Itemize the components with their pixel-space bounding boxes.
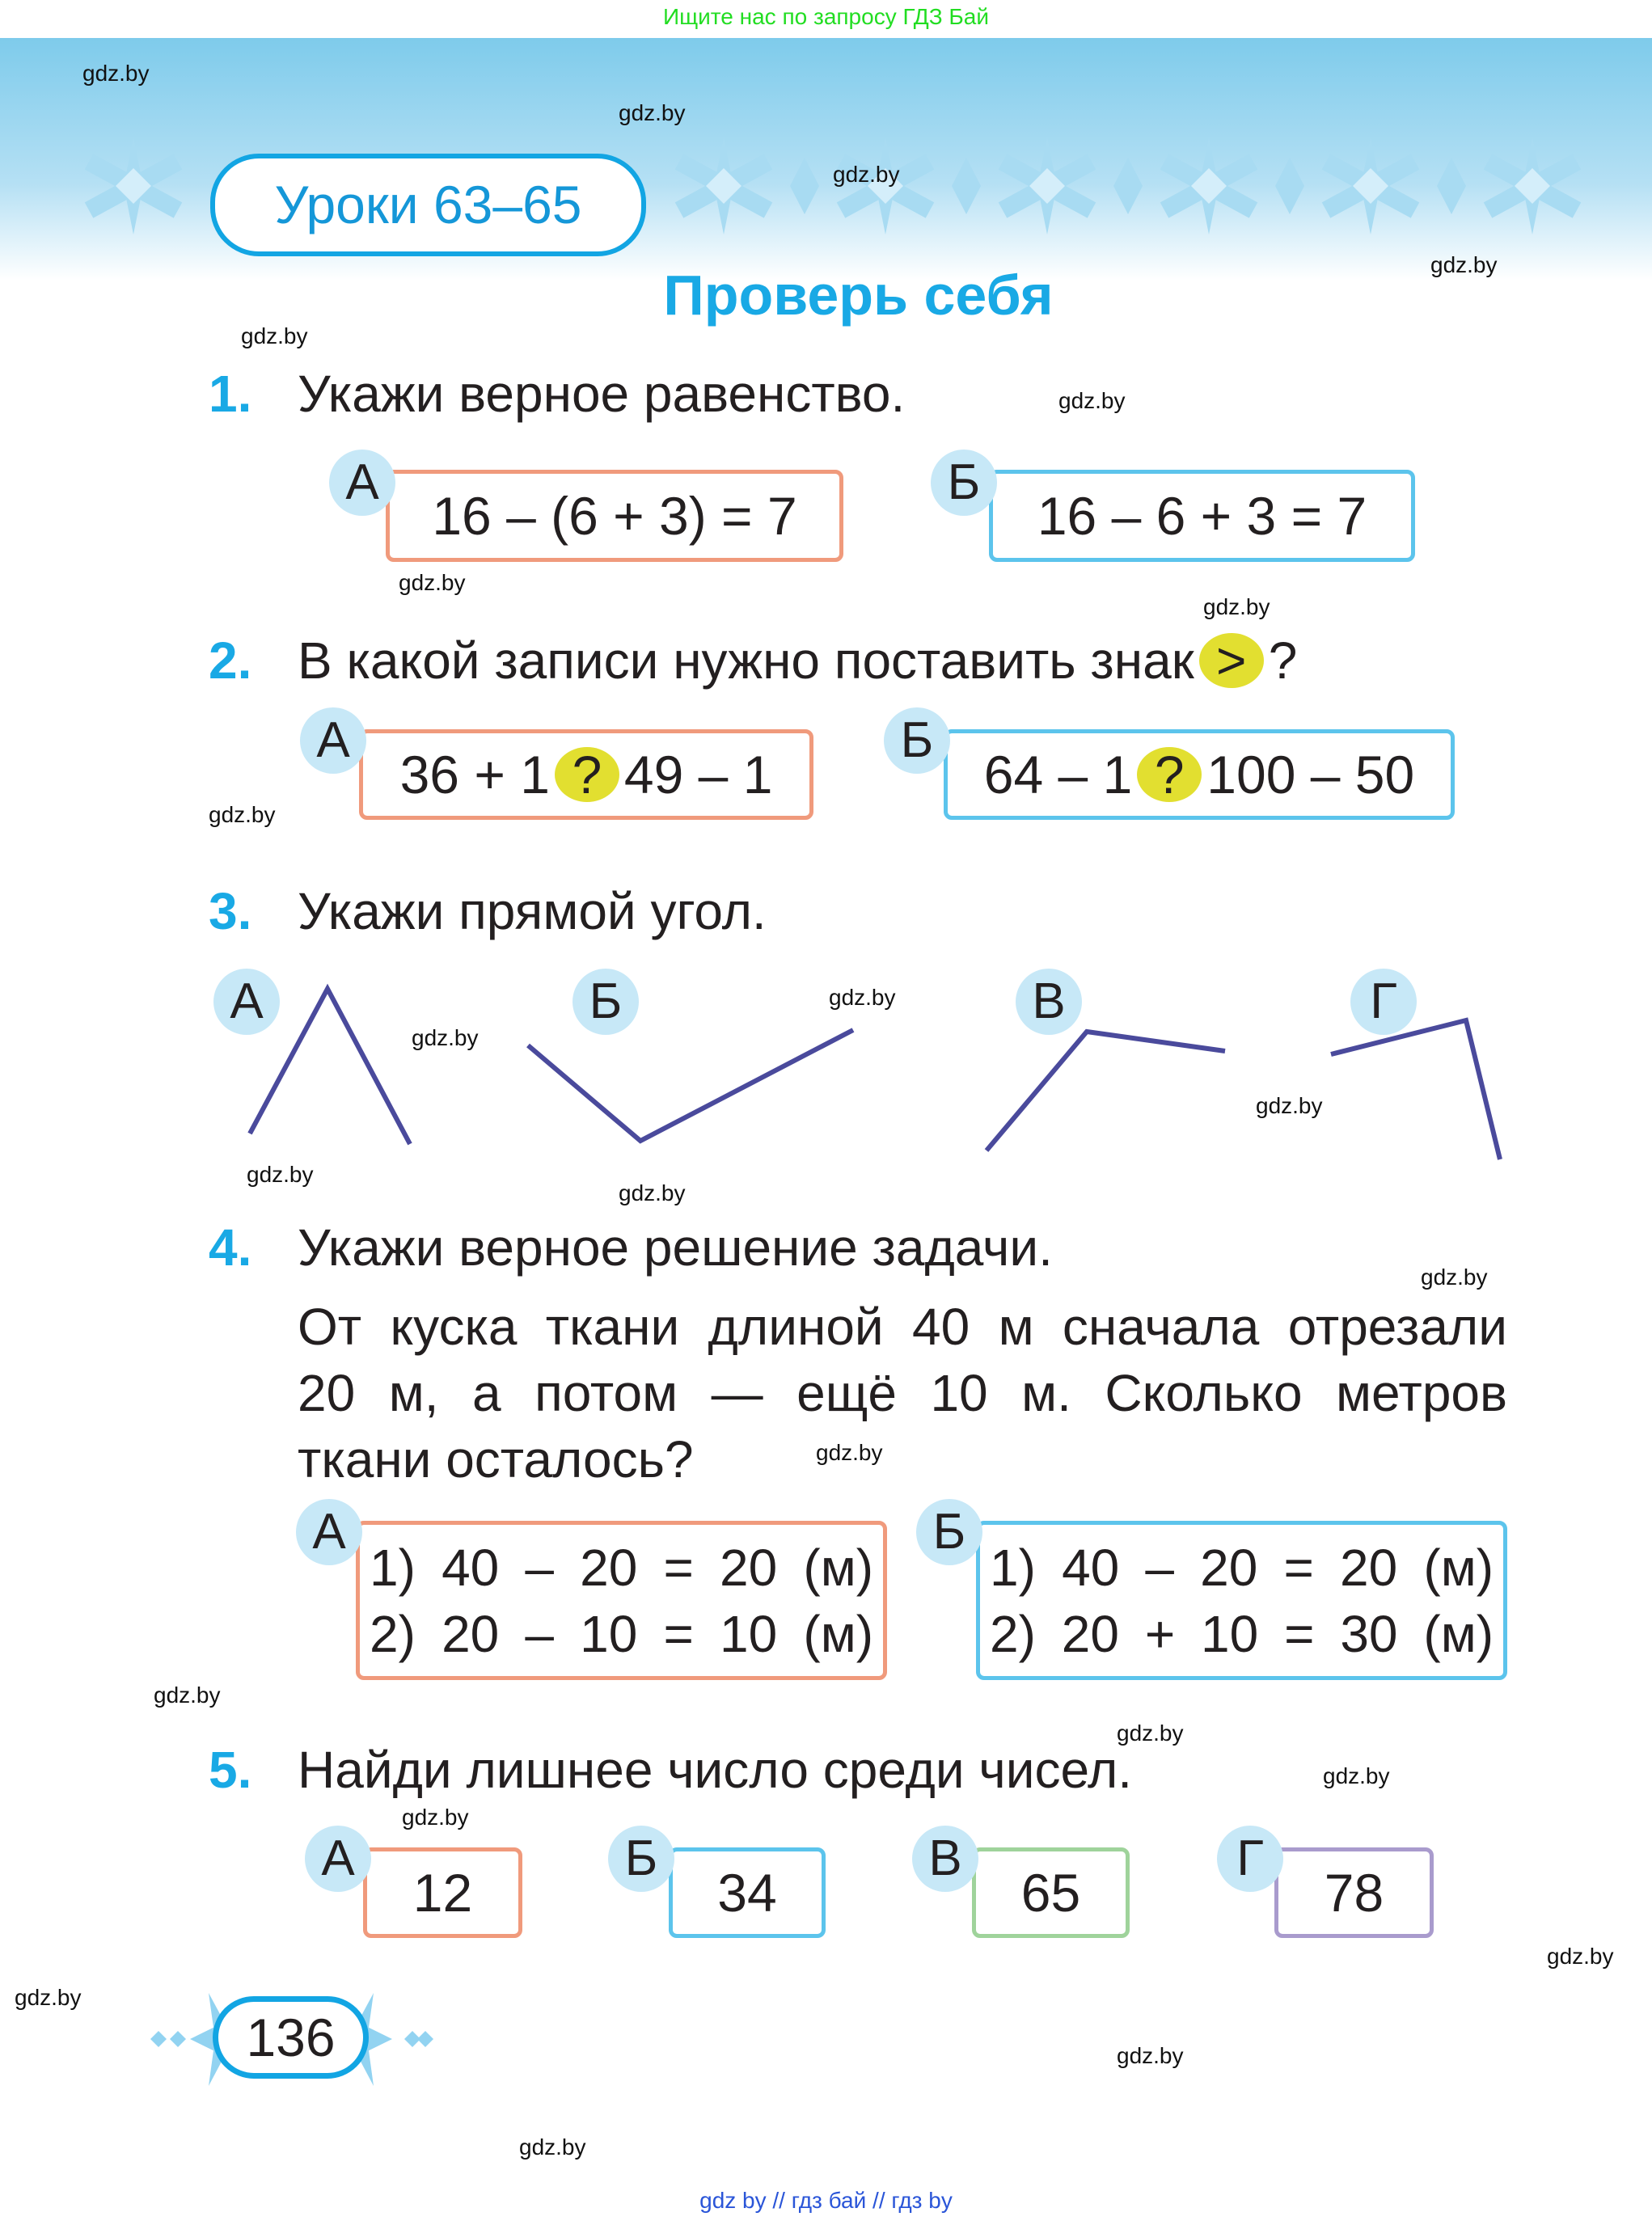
solution-step: 2) 20 – 10 = 10 (м) xyxy=(370,1604,873,1663)
watermark: gdz.by xyxy=(619,1180,686,1205)
watermark: gdz.by xyxy=(402,1805,469,1830)
task-5-option-a[interactable]: 12 xyxy=(363,1847,522,1938)
task-5-option-b[interactable]: 34 xyxy=(669,1847,826,1938)
task-2-option-a[interactable] xyxy=(359,729,813,820)
watermark: gdz.by xyxy=(82,61,150,86)
watermark: gdz.by xyxy=(154,1682,221,1708)
task-1-text: Укажи верное равенство. xyxy=(298,365,906,423)
option-letter: А xyxy=(305,1826,371,1892)
task-4-number: 4. xyxy=(209,1218,252,1277)
expr-right: 100 – 50 xyxy=(1206,745,1415,804)
angle-g xyxy=(1331,1020,1500,1159)
option-letter: А xyxy=(296,1499,362,1565)
watermark: gdz.by xyxy=(209,802,276,827)
task-2-question: В какой записи нужно поставить знак xyxy=(298,631,1194,690)
option-letter: Б xyxy=(608,1826,674,1892)
task-5-option-v[interactable]: 65 xyxy=(972,1847,1130,1938)
angle-b-letter[interactable]: Б xyxy=(572,969,639,1035)
watermark: gdz.by xyxy=(833,162,900,187)
solution-step: 1) 40 – 20 = 20 (м) xyxy=(990,1538,1494,1597)
watermark: gdz.by xyxy=(399,570,466,595)
task-5-option-g[interactable]: 78 xyxy=(1274,1847,1434,1938)
angle-a-letter[interactable]: А xyxy=(213,969,280,1035)
task-4-option-b[interactable] xyxy=(976,1521,1507,1680)
watermark: gdz.by xyxy=(1430,252,1498,277)
section-title: Проверь себя xyxy=(663,264,1054,327)
option-letter: Г xyxy=(1217,1826,1283,1892)
task-1-option-b[interactable]: 16 – 6 + 3 = 7 xyxy=(989,470,1415,562)
task-2-number: 2. xyxy=(209,631,252,690)
unknown-sign: ? xyxy=(555,747,619,802)
problem-line: ткани осталось? xyxy=(298,1430,694,1488)
task-4-option-a[interactable] xyxy=(356,1521,887,1680)
option-letter: Б xyxy=(931,450,997,516)
task-4-text: Укажи верное решение задачи. xyxy=(298,1218,1053,1277)
watermark: gdz.by xyxy=(1058,388,1126,413)
problem-line: От куска ткани длиной 40 м сначала отрезали xyxy=(298,1298,1507,1356)
task-3-number: 3. xyxy=(209,882,252,940)
option-letter: А xyxy=(300,707,366,774)
watermark: gdz.by xyxy=(619,100,686,125)
watermark: gdz.by xyxy=(1203,594,1270,619)
watermark: gdz.by xyxy=(1256,1093,1323,1118)
watermark: gdz.by xyxy=(816,1440,883,1465)
watermark: gdz.by xyxy=(519,2134,586,2160)
option-letter: А xyxy=(329,450,395,516)
task-1-option-a[interactable]: 16 – (6 + 3) = 7 xyxy=(386,470,843,562)
task-4-problem xyxy=(298,1294,1507,1492)
watermark: gdz.by xyxy=(241,323,308,348)
watermark: gdz.by xyxy=(412,1025,479,1050)
expr-left: 36 + 1 xyxy=(399,745,550,804)
option-letter: В xyxy=(912,1826,978,1892)
page-number: 136 xyxy=(213,1996,369,2079)
expr-left: 64 – 1 xyxy=(983,745,1133,804)
solution-step: 2) 20 + 10 = 30 (м) xyxy=(990,1604,1494,1663)
option-letter: Б xyxy=(884,707,950,774)
footer-links[interactable]: gdz by // гдз бай // гдз by xyxy=(699,2188,953,2213)
expr-right: 49 – 1 xyxy=(623,745,773,804)
watermark: gdz.by xyxy=(1547,1944,1614,1969)
search-banner[interactable]: Ищите нас по запросу ГДЗ Бай xyxy=(0,0,1652,38)
problem-line: 20 м, а потом — ещё 10 м. Сколько метров xyxy=(298,1364,1507,1422)
lesson-label: Уроки 63–65 xyxy=(210,154,646,256)
watermark: gdz.by xyxy=(829,985,896,1010)
task-5-number: 5. xyxy=(209,1741,252,1799)
greater-sign-badge: > xyxy=(1199,633,1264,688)
angle-b xyxy=(528,1030,853,1141)
task-1-number: 1. xyxy=(209,365,252,423)
angle-v-letter[interactable]: В xyxy=(1016,969,1082,1035)
watermark: gdz.by xyxy=(1421,1264,1488,1290)
task-5-text: Найди лишнее число среди чисел. xyxy=(298,1741,1133,1799)
solution-step: 1) 40 – 20 = 20 (м) xyxy=(370,1538,873,1597)
angle-g-letter[interactable]: Г xyxy=(1350,969,1417,1035)
watermark: gdz.by xyxy=(15,1985,82,2010)
watermark: gdz.by xyxy=(1117,2043,1184,2068)
watermark: gdz.by xyxy=(247,1162,314,1187)
watermark: gdz.by xyxy=(1323,1763,1390,1788)
angle-v xyxy=(987,1032,1225,1150)
task-2-text xyxy=(298,631,1297,690)
task-2-option-b[interactable] xyxy=(944,729,1455,820)
option-letter: Б xyxy=(916,1499,982,1565)
task-3-text: Укажи прямой угол. xyxy=(298,882,767,940)
watermark: gdz.by xyxy=(1117,1720,1184,1746)
unknown-sign: ? xyxy=(1137,747,1202,802)
question-mark: ? xyxy=(1268,631,1298,690)
